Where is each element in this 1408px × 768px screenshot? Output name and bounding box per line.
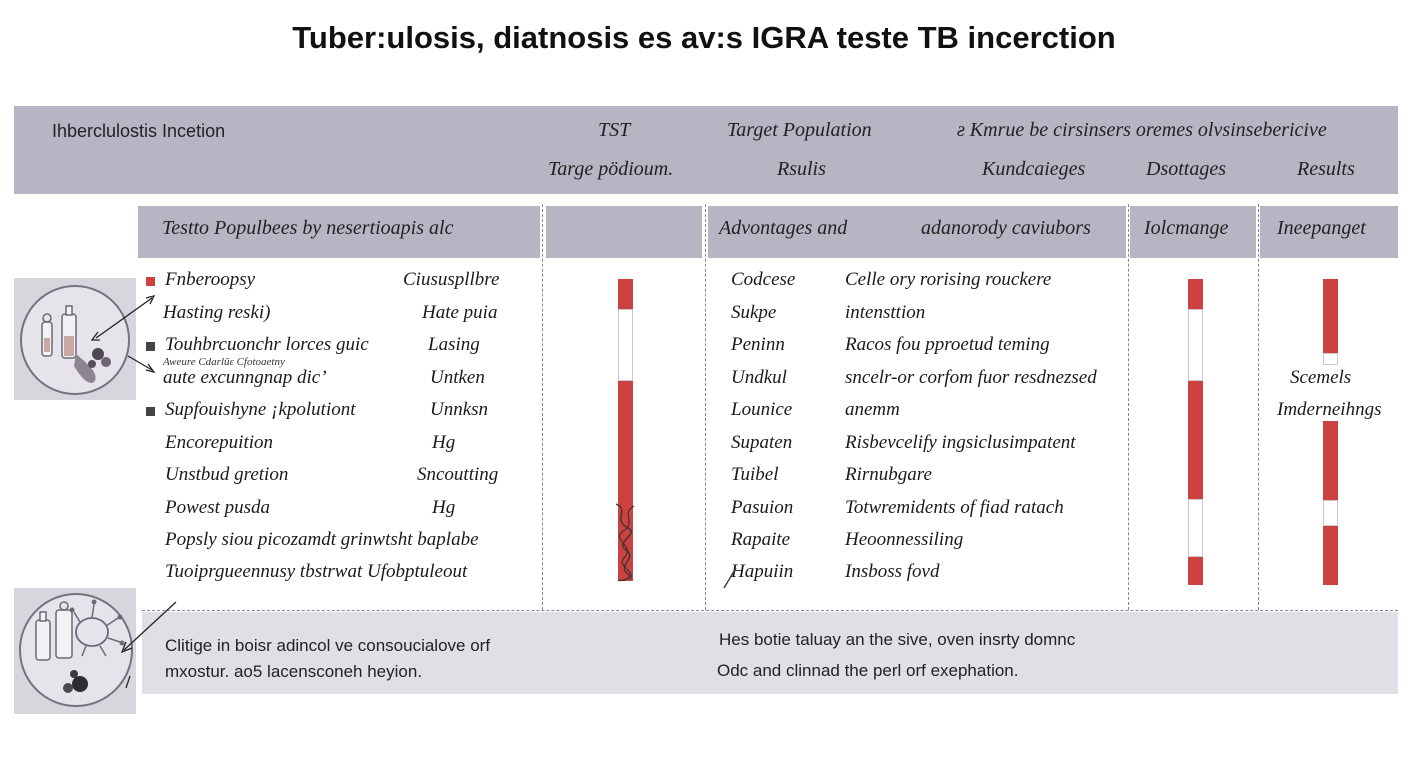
right-label: Scemels	[1290, 367, 1352, 388]
header-col-long: ƨ Kmrue be cirsinsers oremes olvsinsebericive	[957, 119, 1327, 141]
header-row2-results2: Results	[1297, 158, 1355, 180]
population-row-value: Hg	[432, 497, 456, 518]
advantage-row-label: Hapuiin	[731, 561, 794, 582]
header-row2-results: Rsulis	[777, 158, 826, 180]
header-col-tst: TST	[598, 119, 631, 141]
advantage-row-text: anemm	[845, 399, 900, 420]
subheader-advantages-2: adanorody caviubors	[921, 217, 1091, 239]
header-row2-kund: Kundcaieges	[982, 158, 1086, 180]
advantage-row-label: Pasuion	[731, 497, 794, 518]
divider	[542, 204, 543, 610]
population-row-value: Untken	[430, 367, 485, 388]
inep-bar-segment	[1323, 420, 1338, 500]
population-row-label: Fnberoopsy	[165, 269, 256, 290]
advantage-row-text: intensttion	[845, 302, 926, 323]
page-title: Tuber:ulosis, diatnosis es av:s IGRA teste TB incerction	[292, 20, 1116, 55]
population-row-value: Hg	[432, 432, 456, 453]
population-row-value: Ciususpllbre	[403, 269, 500, 290]
population-row-label: Popsly siou picozamdt grinwtsht baplabe	[165, 529, 479, 550]
advantage-row-text: Rirnubgare	[845, 464, 932, 485]
footer-right-line: Hes botie taluay an the sive, oven insrty domnc	[719, 630, 1076, 649]
population-row-value: Hate puia	[422, 302, 498, 323]
iolc-bar-segment	[1188, 499, 1203, 557]
inep-bar-segment	[1323, 500, 1338, 526]
population-row-label: Unstbud gretion	[165, 464, 289, 485]
population-row-label: Hasting reski)	[163, 302, 271, 323]
iolc-bar-segment	[1188, 279, 1203, 309]
header-col-target: Target Population	[727, 119, 872, 141]
advantage-row-label: Tuibel	[731, 464, 779, 485]
inep-bar-segment	[1323, 526, 1338, 585]
bullet-marker	[146, 277, 155, 286]
footer-right-line: Odc and clinnad the perl orf exephation.	[717, 661, 1019, 680]
header-row2-target: Targe pödioum.	[548, 158, 674, 180]
subheader-iolcmange: Iolcmange	[1144, 217, 1229, 239]
tst-bar-segment	[618, 279, 633, 309]
bullet-marker	[146, 407, 155, 416]
divider	[1128, 204, 1129, 610]
tangle-glyph-icon	[610, 500, 642, 584]
subheader-tst-cell	[546, 206, 702, 258]
subheader-population: Testto Populbees by nesertioapis alc	[162, 217, 454, 239]
subheader-ineepanget: Ineepanget	[1277, 217, 1366, 239]
advantage-row-label: Supaten	[731, 432, 793, 453]
population-row-label: Tuoiprgueennusy tbstrwat Ufobptuleout	[165, 561, 468, 582]
small-note: Aweure Cdarlūε Cfotoaetny	[163, 356, 285, 368]
population-row-label: Encorepuition	[165, 432, 273, 453]
footer-left-line: Clitige in boisr adincol ve consoucialove orf	[165, 636, 491, 655]
population-row-value: Sncoutting	[417, 464, 499, 485]
right-label: Imderneihngs	[1277, 399, 1382, 420]
advantage-row-text: Celle ory rorising rouckere	[845, 269, 1052, 290]
advantage-row-text: Risbevcelify ingsiclusimpatent	[845, 432, 1076, 453]
population-row-value: Lasing	[428, 334, 480, 355]
header-row2-dsottages: Dsottages	[1146, 158, 1226, 180]
arrow-icon	[110, 596, 182, 692]
iolc-bar-segment	[1188, 381, 1203, 499]
advantage-row-label: Undkul	[731, 367, 787, 388]
iolc-bar-segment	[1188, 309, 1203, 381]
inep-bar-segment	[1323, 279, 1338, 353]
advantage-row-text: sncelr-or corfom fuor resdnezsed	[845, 367, 1097, 388]
tick-mark-icon	[722, 566, 738, 590]
arrow-icon	[90, 290, 170, 380]
advantage-row-label: Lounice	[731, 399, 793, 420]
divider	[705, 204, 706, 610]
population-row-label: Powest pusda	[165, 497, 271, 518]
population-row-label: Supfouishyne ¡kpolutiont	[165, 399, 356, 420]
advantage-row-text: Heoonnessiling	[845, 529, 964, 550]
footer-left-line: mxostur. ao5 lacensconeh heyion.	[165, 662, 423, 681]
advantage-row-text: Insboss fovd	[845, 561, 940, 582]
inep-bar-segment	[1323, 353, 1338, 365]
advantage-row-label: Peninn	[731, 334, 785, 355]
population-row-value: Unnksn	[430, 399, 489, 420]
advantage-row-label: Sukpe	[731, 302, 777, 323]
population-row-label: aute excunngnap dicʼ	[163, 367, 327, 388]
divider	[1258, 204, 1259, 610]
divider	[142, 610, 1398, 611]
header-left-label: Ihberclulostis Incetion	[52, 121, 226, 141]
advantage-row-text: Racos fou pproetud teming	[845, 334, 1050, 355]
tst-bar-segment	[618, 309, 633, 381]
population-row-label: Touhbrcuonchr lorces guic	[165, 334, 369, 355]
subheader-advantages: Advontages and	[719, 217, 848, 239]
advantage-row-label: Codcese	[731, 269, 796, 290]
advantage-row-label: Rapaite	[731, 529, 791, 550]
advantage-row-text: Totwremidents of fiad ratach	[845, 497, 1064, 518]
iolc-bar-segment	[1188, 557, 1203, 585]
